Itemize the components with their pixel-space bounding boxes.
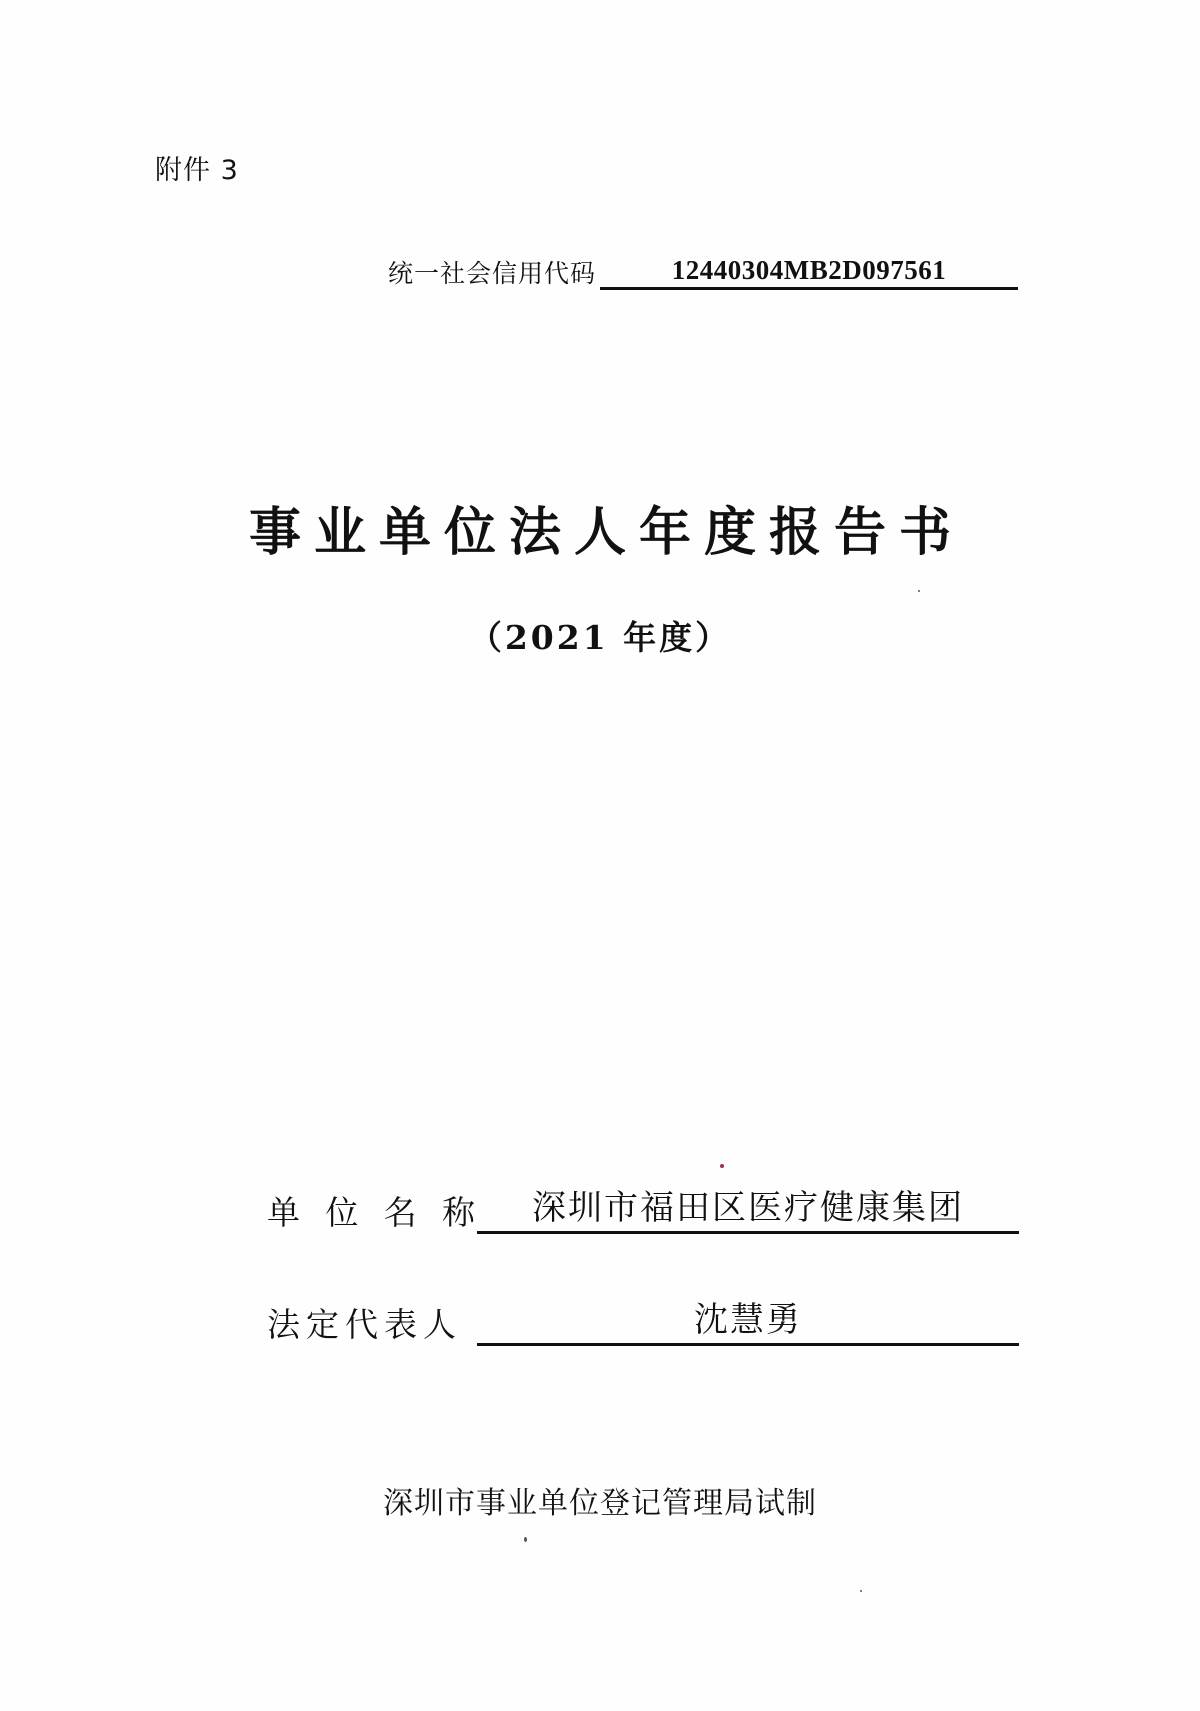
- legal-rep-label: 法定代表人: [267, 1305, 462, 1344]
- scan-speck: [860, 1590, 862, 1592]
- credit-code-label: 统一社会信用代码: [388, 259, 597, 288]
- legal-rep-underline: [477, 1292, 1019, 1346]
- unit-name-value: 深圳市福田区医疗健康集团: [532, 1188, 964, 1228]
- credit-code-underline: [600, 255, 1018, 290]
- unit-name-label-char: 单: [267, 1193, 300, 1232]
- page-title: 事业单位法人年度报告书: [248, 503, 964, 563]
- issuer-footer: 深圳市事业单位登记管理局试制: [383, 1486, 817, 1521]
- scan-speck: [918, 590, 920, 592]
- unit-name-label-char: 名: [383, 1193, 417, 1232]
- credit-code-row: [388, 254, 1018, 290]
- report-year: （2021 年度）: [468, 618, 732, 657]
- scan-speck: [720, 1164, 724, 1168]
- legal-rep-value: 沈慧勇: [694, 1300, 802, 1340]
- credit-code-value: 12440304MB2D097561: [671, 255, 947, 285]
- unit-name-label-char: 位: [325, 1193, 359, 1232]
- attachment-label: 附件 3: [155, 155, 239, 186]
- unit-name-label-char: 称: [441, 1193, 475, 1232]
- unit-name-label: [267, 1187, 475, 1234]
- scan-speck: [524, 1537, 527, 1542]
- unit-name-row: [267, 1180, 1019, 1234]
- unit-name-underline: [477, 1180, 1019, 1234]
- legal-rep-row: [267, 1292, 1019, 1346]
